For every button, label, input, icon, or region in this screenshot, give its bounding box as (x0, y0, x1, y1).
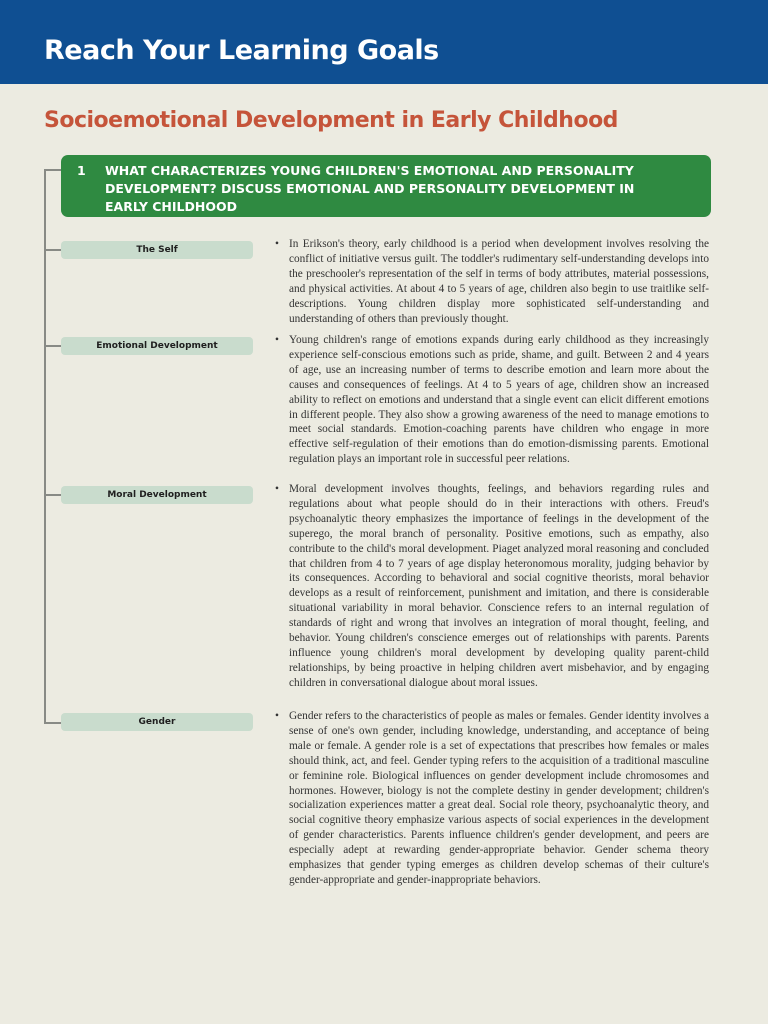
topic-label-gender: Gender (61, 713, 253, 731)
outline-connector (44, 169, 46, 724)
bullet-icon: • (275, 334, 279, 346)
goal-number: 1 (77, 163, 86, 178)
bullet-icon: • (275, 710, 279, 722)
connector-tick-moral (44, 494, 61, 496)
summary-text: Gender refers to the characteristics of people as males or females. Gender identity involves a sense of one's own gender, including knowledge, understanding, and acceptance of being male or female. A gender role is a set of expectations that prescribes how females or males should think, act, and feel. Gender typing refers to the acquisition of a traditional masculine or feminine role. Biological influences on gender development include chromosomes and hormones. However, biology is not the complete destiny in gender development; children's socialization experiences matter a great deal. Social role theory, psychoanalytic theory, and social cognitive theory emphasize various aspects of social experiences in the development of gender characteristics. Parents influence children's gender development, and peers are especially adept at rewarding gender-appropriate behavior. Gender schema theory emphasizes that gender typing emerges as children develop schemas of their culture's gender-appropriate and gender-inappropriate behaviors. (289, 710, 709, 886)
summary-text: Young children's range of emotions expands during early childhood as they increasingly experience self-conscious emotions such as pride, shame, and guilt. Between 2 and 4 years of age, use an increasing number of terms to describe emotion and learn more about the causes and consequences of feelings. At 4 to 5 years of age, children show an increased ability to reflect on emotions and understand that a single event can elicit different emotions in different people. They also show a growing awareness of the need to manage emotions to meet social standards. Emotion-coaching parents have children who engage in more effective self-regulation of their emotions than do emotion-dismissing parents. Emotional regulation plays an important role in successful peer relations. (289, 334, 709, 466)
bullet-icon: • (275, 238, 279, 250)
header-banner (0, 0, 768, 84)
learning-goal-box (61, 155, 711, 217)
page-title: Reach Your Learning Goals (44, 35, 439, 66)
topic-label-emotional-development: Emotional Development (61, 337, 253, 355)
topic-summary-the-self (275, 237, 709, 326)
section-title: Socioemotional Development in Early Childhood (44, 108, 618, 133)
topic-label-the-self: The Self (61, 241, 253, 259)
topic-summary-moral-development (275, 482, 709, 691)
connector-tick-gender (44, 722, 61, 724)
topic-label-moral-development: Moral Development (61, 486, 253, 504)
topic-summary-emotional-development (275, 333, 709, 467)
bullet-icon: • (275, 483, 279, 495)
connector-tick-self (44, 249, 61, 251)
summary-text: Moral development involves thoughts, feelings, and behaviors regarding rules and regulations about what people should do in their interactions with others. Freud's psychoanalytic theory emphasizes the importance of feelings in the development of the superego, the moral branch of personality. Positive emotions, such as empathy, also contribute to the child's moral development. Piaget analyzed moral reasoning and concluded that children from 4 to 7 years of age display heteronomous morality, judging behavior by its consequences. According to behavioral and social cognitive theorists, moral behavior develops as a result of reinforcement, punishment and imitation, and there is considerable situational variability in moral behavior. Conscience refers to an internal regulation of standards of right and wrong that involves an integration of moral thought, feeling, and behavior. Young children's conscience emerges out of relationships with parents. Parents influence young children's moral development by developing quality parent-child relationships, by being proactive in helping children avert misbehavior, and by engaging children in conversational dialogue about moral issues. (289, 483, 709, 689)
connector-tick-goal (44, 169, 61, 171)
topic-summary-gender (275, 709, 709, 888)
goal-text: WHAT CHARACTERIZES YOUNG CHILDREN'S EMOTIONAL AND PERSONALITY DEVELOPMENT? DISCUSS EMOTIONAL AND PERSONALITY DEVELOPMENT IN EARLY CHILDHOOD (105, 163, 635, 214)
connector-tick-emotional (44, 345, 61, 347)
summary-text: In Erikson's theory, early childhood is a period when development involves resolving the conflict of initiative versus guilt. The toddler's rudimentary self-understanding develops into the preschooler's representation of the self in terms of body attributes, material possessions, and physical activities. At about 4 to 5 years of age, children also begin to use traitlike self-descriptions. Young children display more sophisticated self-understanding and understanding of others than previously thought. (289, 238, 709, 325)
